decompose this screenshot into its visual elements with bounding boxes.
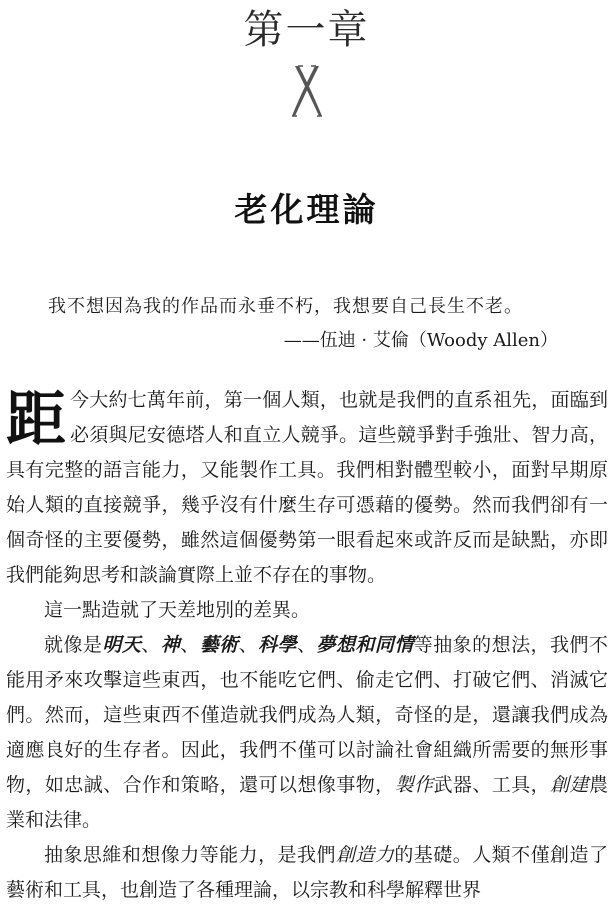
- paragraph-1-text: 今大約七萬年前，第一個人類，也就是我們的直系祖先，面臨到必須與尼安德塔人和直立人競爭。這些競爭對手強壯、智力高，具有完整的語言能力，又能製作工具。我們相對體型較小，面對早期原始人類的直接競爭，幾乎沒有什麼生存可憑藉的優勢。然而我們卻有一個奇怪的主要優勢，雖然這個優勢第一眼看起來或許反而是缺點，亦即我們能夠思考和談論實際上並不存在的事物。: [6, 389, 608, 586]
- separator: 、: [238, 634, 259, 656]
- x-ornament-icon: [289, 64, 325, 118]
- emphasis-dreams-compassion: 夢想和同情: [316, 634, 414, 656]
- chapter-title: 第一章: [243, 7, 370, 53]
- separator: 、: [180, 634, 200, 656]
- paragraph-3: [6, 628, 608, 838]
- p4-rest: 的基礎。人類不僅創造了藝術和工具，也創造了各種理論，以宗教和科學解釋世界: [6, 844, 608, 901]
- emphasis-art: 藝術: [199, 634, 239, 656]
- epigraph-quote: 我不想因為我的作品而永垂不朽，我想要自己長生不老。: [48, 296, 523, 317]
- emphasis-make: 製作: [394, 774, 434, 796]
- paragraph-1: [6, 383, 608, 593]
- emphasis-science: 科學: [258, 634, 298, 656]
- paragraph-4: [6, 838, 608, 908]
- emphasis-creativity: 創造力: [335, 844, 395, 866]
- drop-cap: 距: [6, 385, 66, 455]
- p3-rest-3: 農業和法律。: [6, 774, 608, 831]
- p3-rest-1: 等抽象的想法，我們不能用矛來攻擊這些東西，也不能吃它們、偷走它們、打破它們、消滅它們。然而，這些東西不僅造就我們成為人類，奇怪的是，還讓我們成為適應良好的生存者。因此，我們不僅可以討論社會組織所需要的無形事物，如忠誠、合作和策略，還可以想像事物，: [6, 634, 608, 796]
- paragraph-2: 這一點造就了天差地別的差異。: [44, 599, 311, 621]
- p4-lead: 抽象思維和想像力等能力，是我們: [44, 844, 336, 866]
- section-title: 老化理論: [234, 190, 379, 229]
- p3-lead: 就像是: [44, 634, 103, 656]
- p3-rest-2: 武器、工具，: [433, 774, 551, 796]
- emphasis-tomorrow: 明天: [102, 634, 142, 656]
- separator: 、: [297, 634, 317, 656]
- epigraph: [48, 290, 588, 358]
- separator: 、: [141, 634, 161, 656]
- emphasis-create: 創建: [550, 774, 589, 796]
- epigraph-attribution: ——伍迪 · 艾倫（Woody Allen）: [283, 330, 558, 351]
- body-text: [6, 383, 608, 908]
- emphasis-god: 神: [160, 634, 181, 656]
